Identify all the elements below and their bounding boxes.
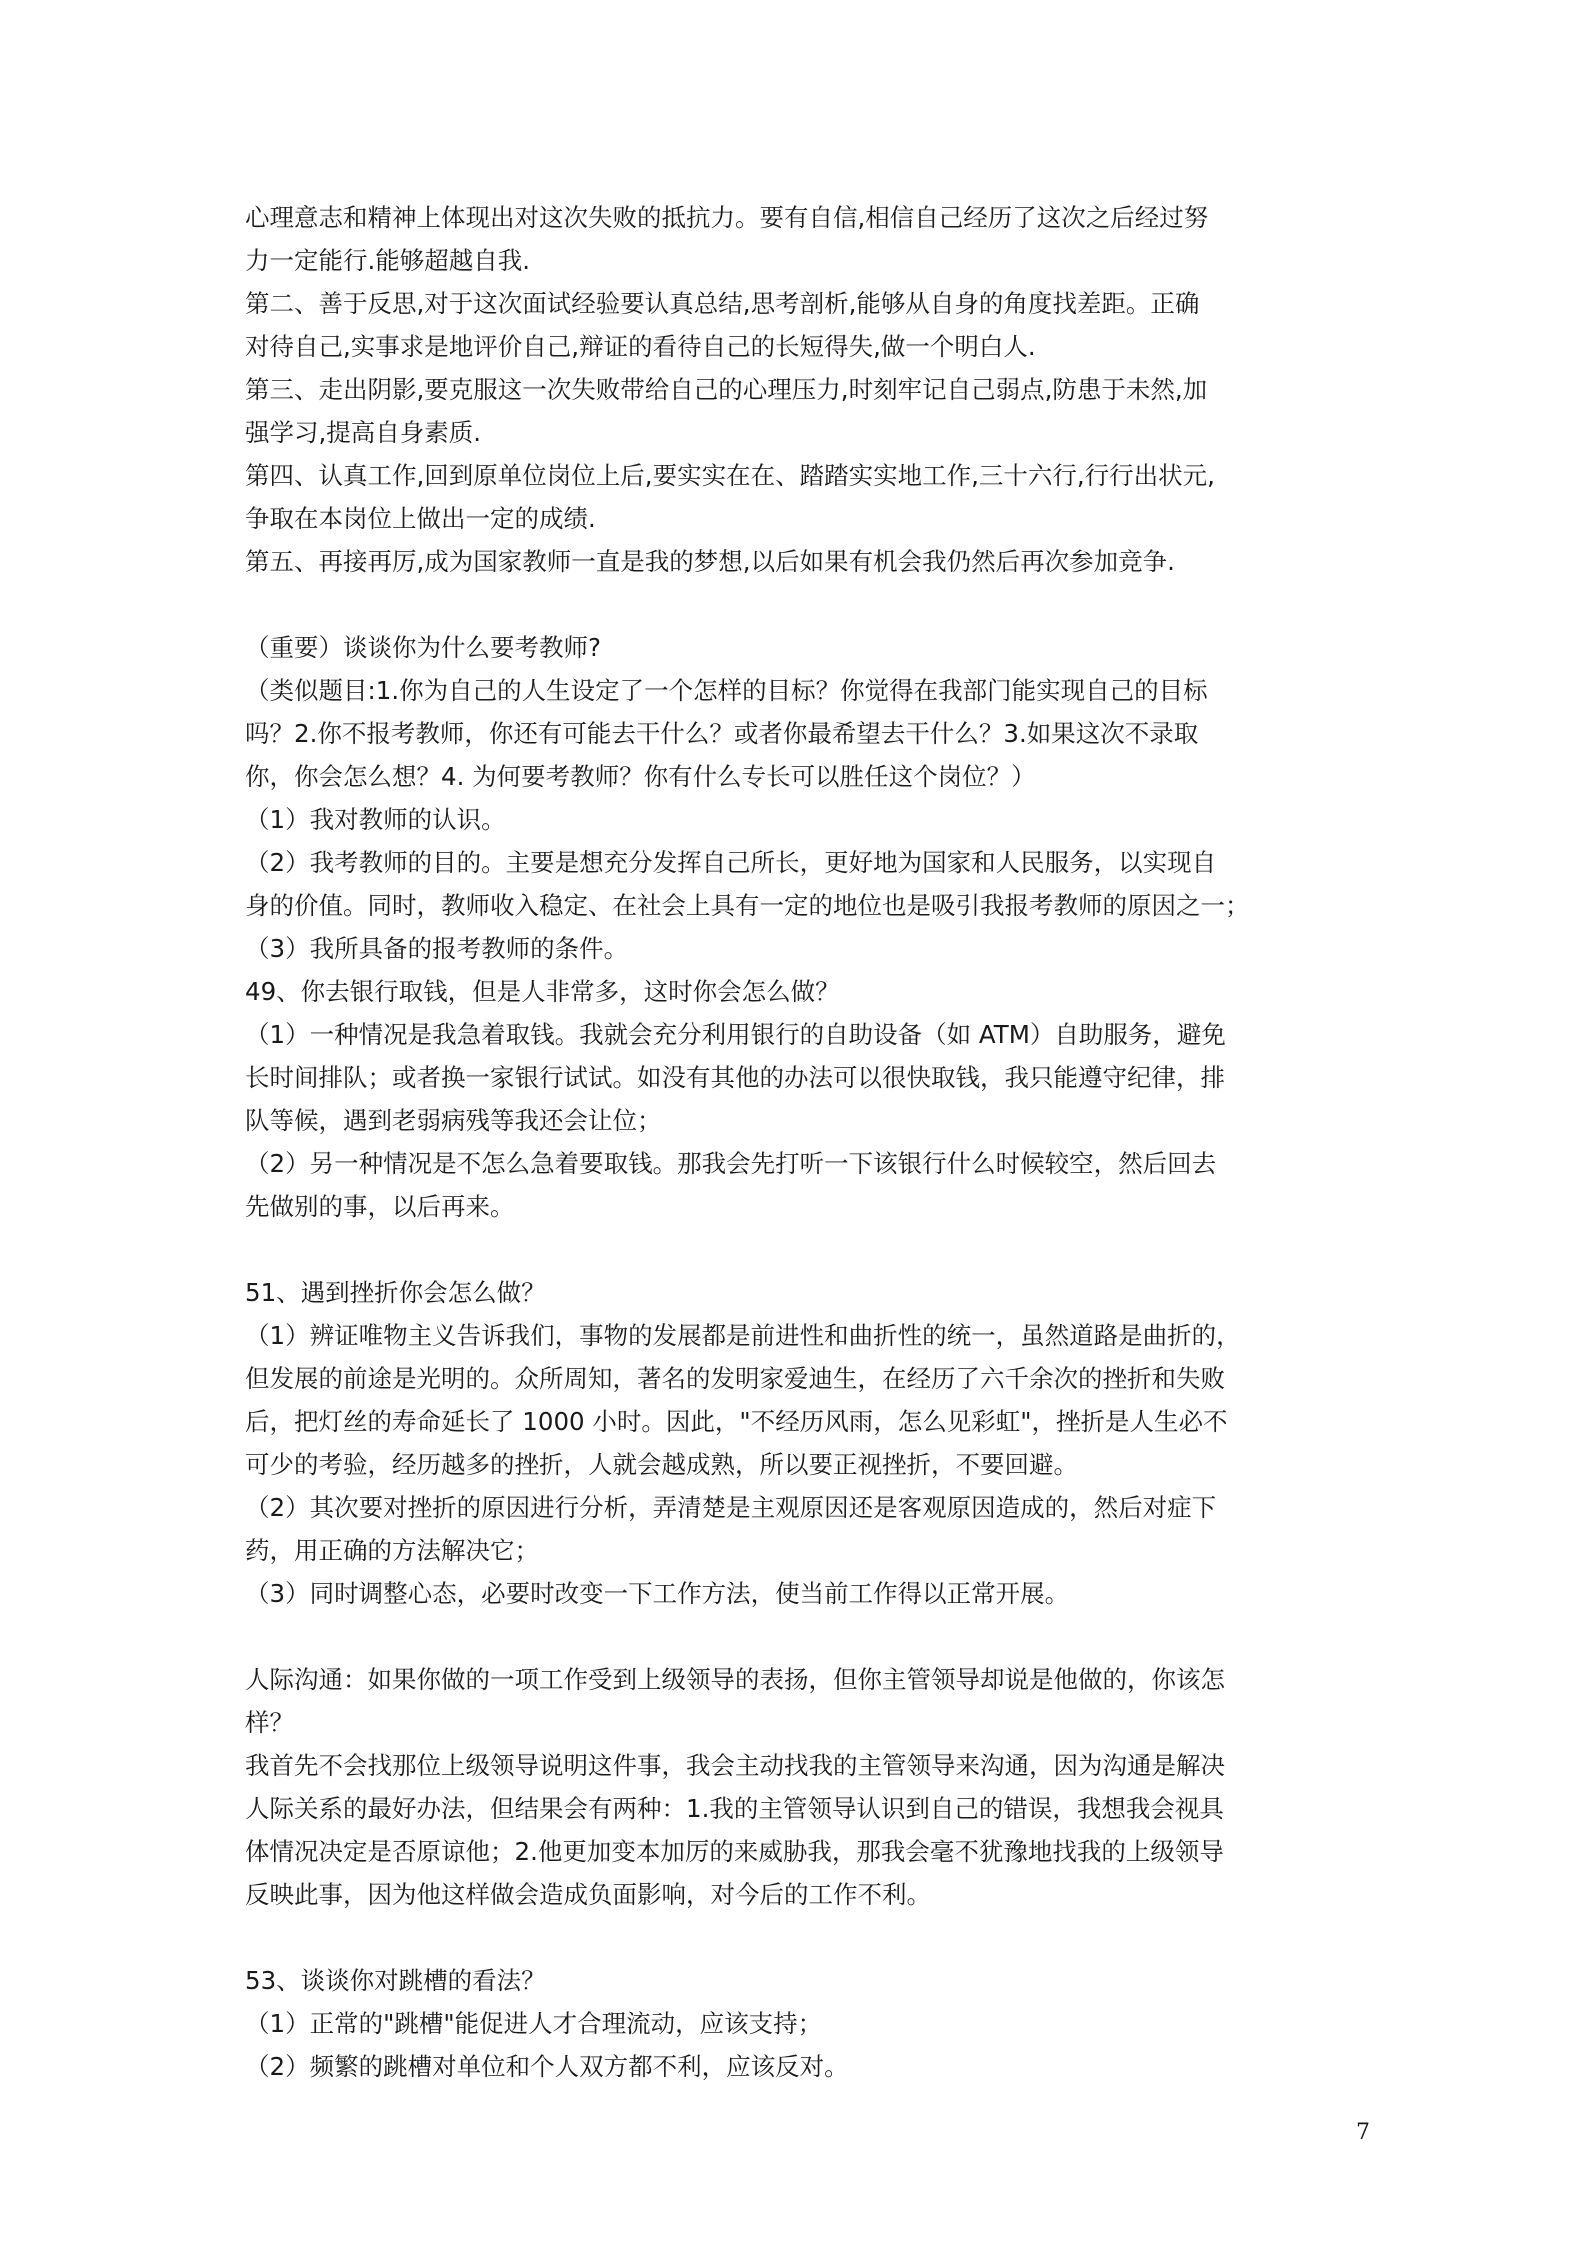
document-body xyxy=(245,196,1363,2088)
text-line: 53、谈谈你对跳槽的看法？ xyxy=(245,1966,546,1995)
text-line: 先做别的事，以后再来。 xyxy=(245,1192,515,1221)
text-line: 第四、认真工作,回到原单位岗位上后,要实实在在、踏踏实实地工作,三十六行,行行出状元, xyxy=(245,461,1215,490)
text-line: 人际关系的最好办法，但结果会有两种：1.我的主管领导认识到自己的错误，我想我会视具 xyxy=(245,1794,1224,1823)
text-line: 人际沟通：如果你做的一项工作受到上级领导的表扬，但你主管领导却说是他做的，你该怎 xyxy=(245,1665,1225,1694)
text-line: （1）正常的"跳槽"能促进人才合理流动，应该支持； xyxy=(245,2009,823,2038)
paragraph-gap xyxy=(245,1228,1363,1271)
text-line: 药，用正确的方法解决它； xyxy=(245,1536,539,1565)
text-line: 心理意志和精神上体现出对这次失败的抵抗力。要有自信,相信自己经历了这次之后经过努 xyxy=(245,203,1209,232)
text-line: 第二、善于反思,对于这次面试经验要认真总结,思考剖析,能够从自身的角度找差距。正确 xyxy=(245,289,1200,318)
text-line: 第五、再接再厉,成为国家教师一直是我的梦想,以后如果有机会我仍然后再次参加竞争. xyxy=(245,547,1175,576)
text-line: 体情况决定是否原谅他；2.他更加变本加厉的来威胁我，那我会毫不犹豫地找我的上级领导 xyxy=(245,1837,1224,1866)
text-line: 反映此事，因为他这样做会造成负面影响，对今后的工作不利。 xyxy=(245,1880,931,1909)
text-line: 队等候，遇到老弱病残等我还会让位； xyxy=(245,1106,662,1135)
text-line: 你，你会怎么想？4. 为何要考教师？你有什么专长可以胜任这个岗位？） xyxy=(245,762,1036,791)
text-line: （类似题目:1.你为自己的人生设定了一个怎样的目标？你觉得在我部门能实现自己的目标 xyxy=(245,676,1208,705)
text-line: （2）我考教师的目的。主要是想充分发挥自己所长，更好地为国家和人民服务，以实现自 xyxy=(245,848,1217,877)
text-line: 我首先不会找那位上级领导说明这件事，我会主动找我的主管领导来沟通，因为沟通是解决 xyxy=(245,1751,1225,1780)
text-line: （2）频繁的跳槽对单位和个人双方都不利，应该反对。 xyxy=(245,2052,849,2081)
text-line: 争取在本岗位上做出一定的成绩. xyxy=(245,504,596,533)
paragraph-gap xyxy=(245,583,1363,626)
text-line: （2）其次要对挫折的原因进行分析，弄清楚是主观原因还是客观原因造成的，然后对症下 xyxy=(245,1493,1217,1522)
text-line: （3）同时调整心态，必要时改变一下工作方法，使当前工作得以正常开展。 xyxy=(245,1579,1070,1608)
text-line: （1）我对教师的认识。 xyxy=(245,805,506,834)
text-line: （3）我所具备的报考教师的条件。 xyxy=(245,934,629,963)
text-line: 后，把灯丝的寿命延长了 1000 小时。因此，"不经历风雨，怎么见彩虹"，挫折是人生必不 xyxy=(245,1407,1228,1436)
paragraph-gap xyxy=(245,1615,1363,1658)
text-line: 51、遇到挫折你会怎么做？ xyxy=(245,1278,546,1307)
text-line: （2）另一种情况是不怎么急着要取钱。那我会先打听一下该银行什么时候较空，然后回去 xyxy=(245,1149,1217,1178)
text-line: 对待自己,实事求是地评价自己,辩证的看待自己的长短得失,做一个明白人. xyxy=(245,332,1036,361)
paragraph-gap xyxy=(245,1916,1363,1959)
text-line: 第三、走出阴影,要克服这一次失败带给自己的心理压力,时刻牢记自己弱点,防患于未然,加 xyxy=(245,375,1208,404)
text-line: 样？ xyxy=(245,1708,294,1737)
page-number: 7 xyxy=(1356,2120,1370,2145)
text-line: 但发展的前途是光明的。众所周知，著名的发明家爱迪生，在经历了六千余次的挫折和失败 xyxy=(245,1364,1225,1393)
text-line: 49、你去银行取钱，但是人非常多，这时你会怎么做？ xyxy=(245,977,840,1006)
text-line: 身的价值。同时，教师收入稳定、在社会上具有一定的地位也是吸引我报考教师的原因之一； xyxy=(245,891,1250,920)
text-line: （重要）谈谈你为什么要考教师? xyxy=(245,633,602,662)
text-line: 力一定能行.能够超越自我. xyxy=(245,246,531,275)
text-line: 可少的考验，经历越多的挫折，人就会越成熟，所以要正视挫折，不要回避。 xyxy=(245,1450,1078,1479)
text-line: 吗？2.你不报考教师，你还有可能去干什么？或者你最希望去干什么？3.如果这次不录取 xyxy=(245,719,1199,748)
text-line: （1）一种情况是我急着取钱。我就会充分利用银行的自助设备（如 ATM）自助服务，避免 xyxy=(245,1020,1226,1049)
text-line: （1）辨证唯物主义告诉我们，事物的发展都是前进性和曲折性的统一，虽然道路是曲折的， xyxy=(245,1321,1241,1350)
text-line: 强学习,提高自身素质. xyxy=(245,418,482,447)
text-line: 长时间排队；或者换一家银行试试。如没有其他的办法可以很快取钱，我只能遵守纪律，排 xyxy=(245,1063,1225,1092)
